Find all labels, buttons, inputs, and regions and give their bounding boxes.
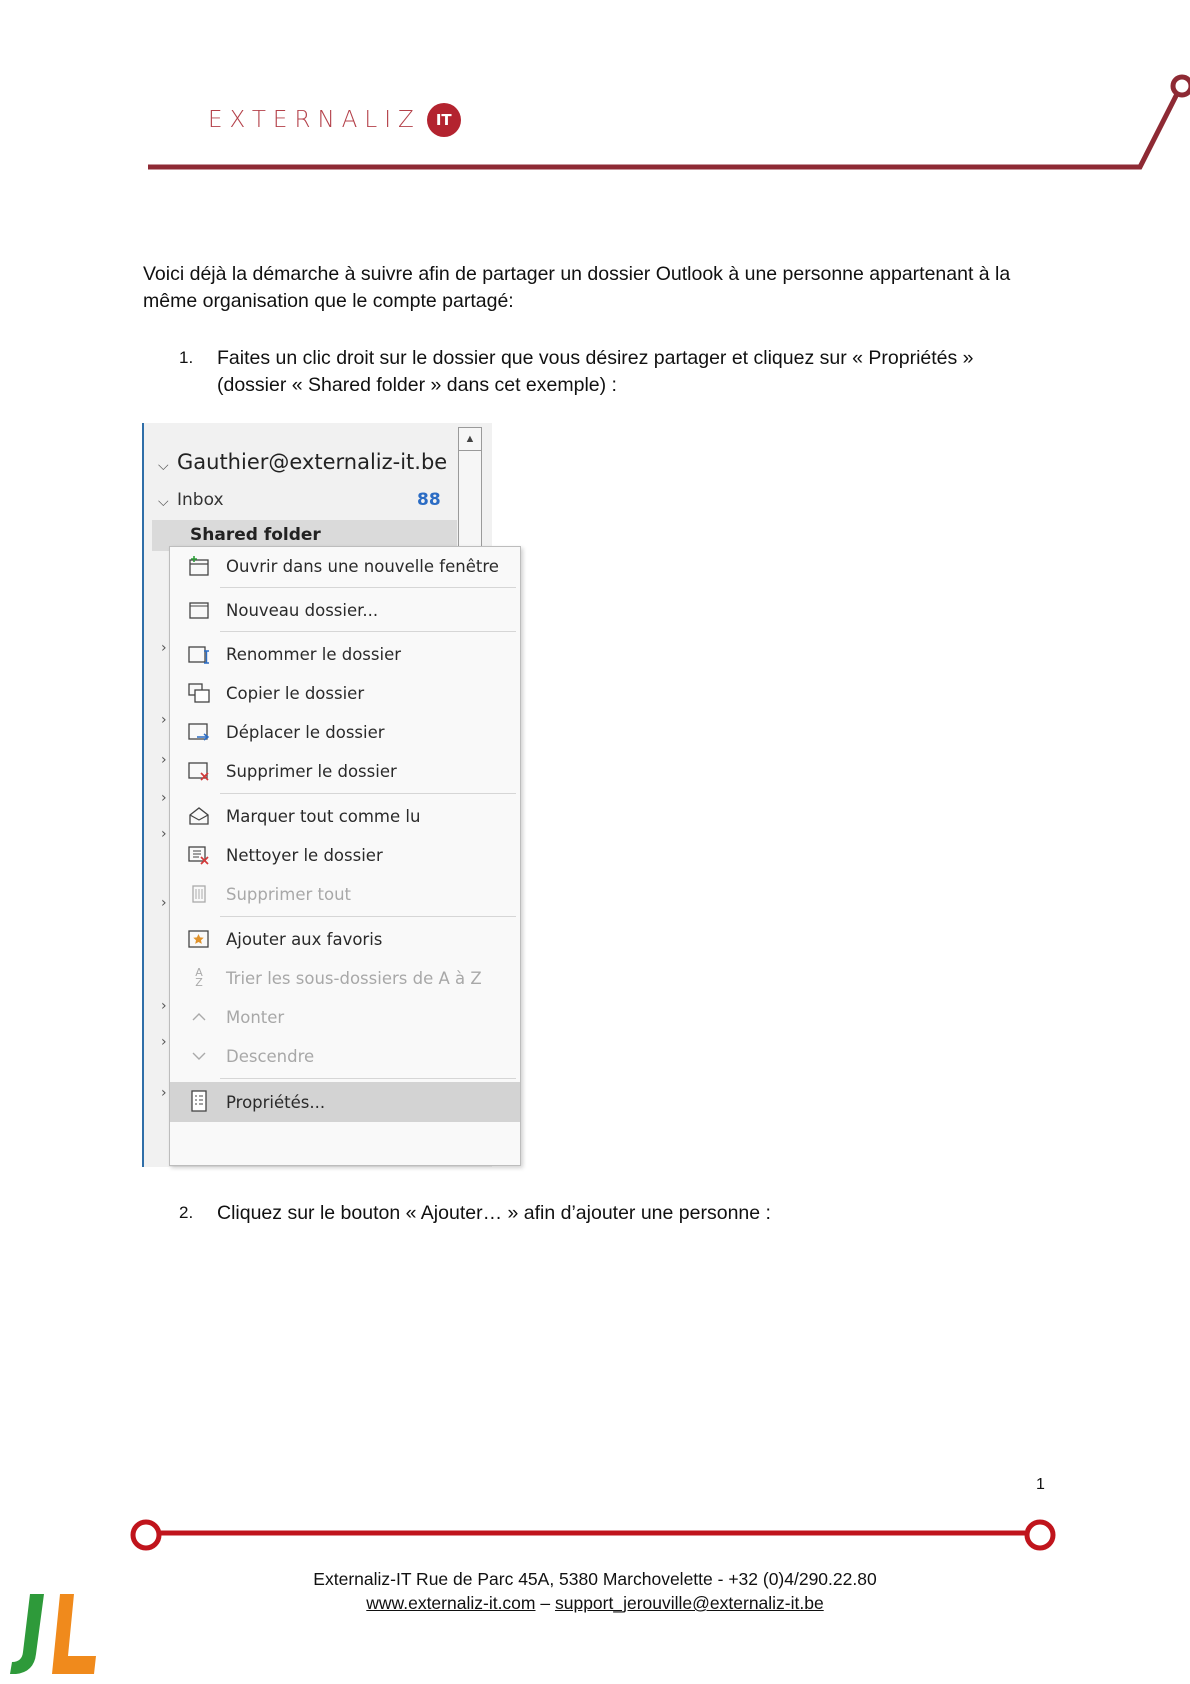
scroll-up-icon[interactable]: ▲ [459, 428, 481, 451]
expand-folder-icon[interactable]: › [161, 1085, 167, 1101]
menu-item-delete-folder[interactable]: Supprimer le dossier [170, 752, 520, 790]
footer-separator: – [540, 1593, 551, 1613]
menu-item-open-new-window[interactable]: Ouvrir dans une nouvelle fenêtre [170, 547, 520, 585]
expand-folder-icon[interactable]: › [161, 752, 167, 768]
step-2-number: 2. [179, 1203, 194, 1222]
menu-separator [220, 587, 516, 588]
move-folder-icon [188, 721, 210, 743]
copy-folder-icon [188, 682, 210, 704]
menu-item-sort-az[interactable]: A Z Trier les sous-dossiers de A à Z [170, 959, 520, 997]
menu-item-move-folder[interactable]: Déplacer le dossier [170, 713, 520, 751]
menu-separator [220, 916, 516, 917]
chevron-up-icon [188, 1006, 210, 1028]
menu-item-mark-all-read[interactable]: Marquer tout comme lu [170, 797, 520, 835]
menu-item-delete-all[interactable]: Supprimer tout [170, 875, 520, 913]
menu-item-clean-folder[interactable]: Nettoyer le dossier [170, 836, 520, 874]
menu-item-new-folder[interactable]: Nouveau dossier... [170, 591, 520, 629]
delete-all-icon [188, 883, 210, 905]
expand-folder-icon[interactable]: › [161, 790, 167, 806]
step-1-number: 1. [179, 348, 194, 367]
properties-icon [188, 1090, 210, 1112]
account-name[interactable]: Gauthier@externaliz-it.be [177, 450, 448, 474]
inbox-folder[interactable]: Inbox [177, 490, 224, 510]
support-email-link[interactable]: support_jerouville@externaliz-it.be [554, 1593, 824, 1613]
favorite-icon [188, 928, 210, 950]
jl-logo [8, 1592, 98, 1678]
menu-item-rename-folder[interactable]: Renommer le dossier [170, 635, 520, 673]
menu-separator [220, 1078, 516, 1079]
logo-badge: IT [427, 103, 461, 137]
footer-decoration-line [0, 1500, 1190, 1560]
menu-separator [220, 631, 516, 632]
footer-address: Externaliz-IT Rue de Parc 45A, 5380 Marchovelette - +32 (0)4/290.22.80 [313, 1569, 877, 1589]
new-folder-icon [188, 599, 210, 621]
new-window-icon [188, 555, 210, 577]
menu-item-move-up[interactable]: Monter [170, 998, 520, 1036]
shared-folder-label[interactable]: Shared folder [190, 525, 321, 545]
step-1-line-2: (dossier « Shared folder » dans cet exemple) : [217, 374, 617, 396]
intro-paragraph: Voici déjà la démarche à suivre afin de partager un dossier Outlook à une personne appartenant à la même organisation que le compte partagé: [143, 263, 1011, 312]
collapse-account-icon[interactable]: ⌵ [158, 458, 169, 474]
expand-folder-icon[interactable]: › [161, 712, 167, 728]
expand-folder-icon[interactable]: › [161, 998, 167, 1014]
folder-context-menu [169, 546, 521, 1166]
folder-pane-scrollbar[interactable] [458, 427, 482, 547]
website-link[interactable]: www.externaliz-it.com [366, 1593, 536, 1613]
expand-folder-icon[interactable]: › [161, 826, 167, 842]
menu-item-move-down[interactable]: Descendre [170, 1037, 520, 1075]
header-decoration-line [0, 0, 1190, 200]
sort-az-icon: A Z [195, 966, 203, 989]
footer-links [0, 1593, 1190, 1614]
expand-folder-icon[interactable]: › [161, 1034, 167, 1050]
expand-folder-icon[interactable]: › [161, 640, 167, 656]
menu-separator [220, 793, 516, 794]
collapse-inbox-icon[interactable]: ⌵ [158, 494, 169, 510]
page-number: 1 [1036, 1476, 1045, 1493]
mark-read-icon [188, 805, 210, 827]
chevron-down-icon [188, 1045, 210, 1067]
menu-item-add-favorites[interactable]: Ajouter aux favoris [170, 920, 520, 958]
logo-text: EXTERNALIZ [208, 107, 421, 133]
delete-folder-icon [188, 760, 210, 782]
menu-item-copy-folder[interactable]: Copier le dossier [170, 674, 520, 712]
menu-item-properties[interactable]: Propriétés... [170, 1082, 520, 1122]
step-1-line-1: Faites un clic droit sur le dossier que vous désirez partager et cliquez sur « Propriétés » [217, 347, 974, 369]
expand-folder-icon[interactable]: › [161, 895, 167, 911]
step-2-line-1: Cliquez sur le bouton « Ajouter… » afin d’ajouter une personne : [217, 1202, 771, 1224]
inbox-unread-count: 88 [417, 490, 441, 510]
rename-folder-icon [188, 643, 210, 665]
clean-folder-icon [188, 844, 210, 866]
